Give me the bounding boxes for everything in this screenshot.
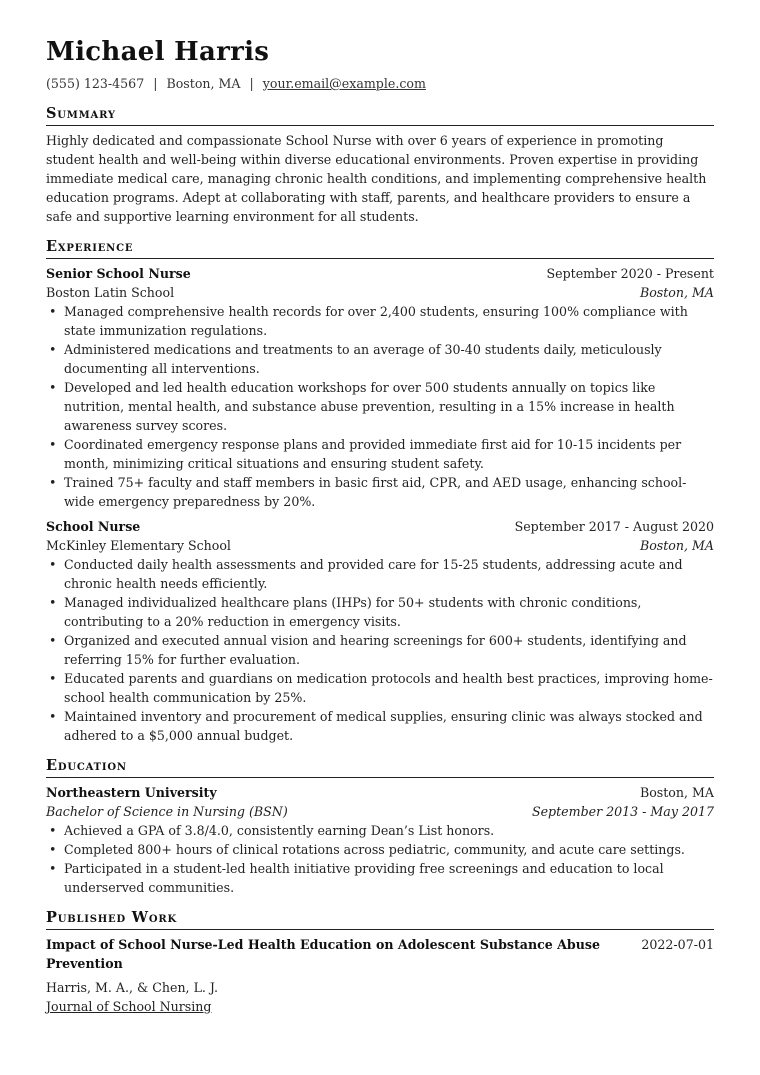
education-bullets xyxy=(46,821,714,897)
publication-header-row xyxy=(46,935,714,973)
summary-section xyxy=(46,105,714,226)
bullet-item: • Achieved a GPA of 3.8/4.0, consistently earning Dean’s List honors. xyxy=(64,821,714,840)
published-section xyxy=(46,909,714,1016)
location: Boston, MA xyxy=(166,76,241,91)
job-organization: McKinley Elementary School xyxy=(46,538,231,553)
section-title-summary: Summary xyxy=(46,105,714,126)
job-role: School Nurse xyxy=(46,519,141,534)
publication-journal-link[interactable]: Journal of School Nursing xyxy=(46,999,212,1014)
section-title-experience: Experience xyxy=(46,238,714,259)
school-name: Northeastern University xyxy=(46,785,217,800)
school-location: Boston, MA xyxy=(639,785,714,800)
education-section xyxy=(46,757,714,897)
job-location: Boston, MA xyxy=(639,285,714,300)
bullet-item: • Completed 800+ hours of clinical rotations across pediatric, community, and acute care settings. xyxy=(64,840,714,859)
bullet-item: • Conducted daily health assessments and provided care for 15-25 students, addressing acute and chronic health needs efficiently. xyxy=(64,555,714,593)
bullet-item: • Trained 75+ faculty and staff members in basic first aid, CPR, and AED usage, enhancing school-wide emergency preparedness by 20%. xyxy=(64,473,714,511)
publication-authors: Harris, M. A., & Chen, L. J. xyxy=(46,980,219,995)
summary-text: Highly dedicated and compassionate School Nurse with over 6 years of experience in promoting student health and well-being within diverse educational environments. Proven expertise in providing immediate medical care, managing chronic health conditions, and implementing comprehensive health education programs. Adept at collaborating with staff, parents, and healthcare providers to ensure a safe and supportive learning environment for all students. xyxy=(46,133,707,224)
experience-section xyxy=(46,238,714,745)
publication-title: Impact of School Nurse-Led Health Education on Adolescent Substance Abuse Prevention xyxy=(46,937,601,971)
job-entry xyxy=(46,264,714,511)
education-degree-row xyxy=(46,802,714,821)
bullet-item: • Organized and executed annual vision and hearing screenings for 600+ students, identifying and referring 15% for further evaluation. xyxy=(64,631,714,669)
education-header-row xyxy=(46,783,714,802)
job-dates: September 2017 - August 2020 xyxy=(514,519,714,534)
bullet-item: • Managed individualized healthcare plans (IHPs) for 50+ students with chronic conditions, contributing to a 20% reduction in emergency visits. xyxy=(64,593,714,631)
job-entry xyxy=(46,517,714,745)
job-dates: September 2020 - Present xyxy=(546,266,714,281)
bullet-item: • Coordinated emergency response plans and provided immediate first aid for 10-15 incidents per month, minimizing critical situations and ensuring student safety. xyxy=(64,435,714,473)
job-role: Senior School Nurse xyxy=(46,266,191,281)
job-organization: Boston Latin School xyxy=(46,285,175,300)
candidate-name: Michael Harris xyxy=(46,37,270,67)
email-link[interactable]: your.email@example.com xyxy=(262,76,426,91)
job-location: Boston, MA xyxy=(639,538,714,553)
bullet-item: • Maintained inventory and procurement of medical supplies, ensuring clinic was always stocked and adhered to a $5,000 annual budget. xyxy=(64,707,714,745)
phone-number: (555) 123-4567 xyxy=(46,76,145,91)
bullet-item: • Developed and led health education workshops for over 500 students annually on topics like nutrition, mental health, and substance abuse prevention, resulting in a 15% increase in health awareness survey scores. xyxy=(64,378,714,435)
job-org-row xyxy=(46,536,714,555)
education-dates: September 2013 - May 2017 xyxy=(531,804,714,819)
job-header-row xyxy=(46,517,714,536)
section-title-education: Education xyxy=(46,757,714,778)
job-bullets xyxy=(46,302,714,511)
bullet-item: • Participated in a student-led health initiative providing free screenings and education to local underserved communities. xyxy=(64,859,714,897)
contact-separator: | xyxy=(249,76,254,91)
job-org-row xyxy=(46,283,714,302)
bullet-item: • Administered medications and treatments to an average of 30-40 students daily, meticulously documenting all interventions. xyxy=(64,340,714,378)
job-header-row xyxy=(46,264,714,283)
contact-separator: | xyxy=(153,76,158,91)
publication-date: 2022-07-01 xyxy=(641,937,714,952)
bullet-item: • Educated parents and guardians on medication protocols and health best practices, improving home-school health communication by 25%. xyxy=(64,669,714,707)
job-bullets xyxy=(46,555,714,745)
contact-line xyxy=(46,75,714,93)
bullet-item: • Managed comprehensive health records for over 2,400 students, ensuring 100% compliance with state immunization regulations. xyxy=(64,302,714,340)
degree: Bachelor of Science in Nursing (BSN) xyxy=(46,804,288,819)
section-title-published: Published Work xyxy=(46,909,714,930)
